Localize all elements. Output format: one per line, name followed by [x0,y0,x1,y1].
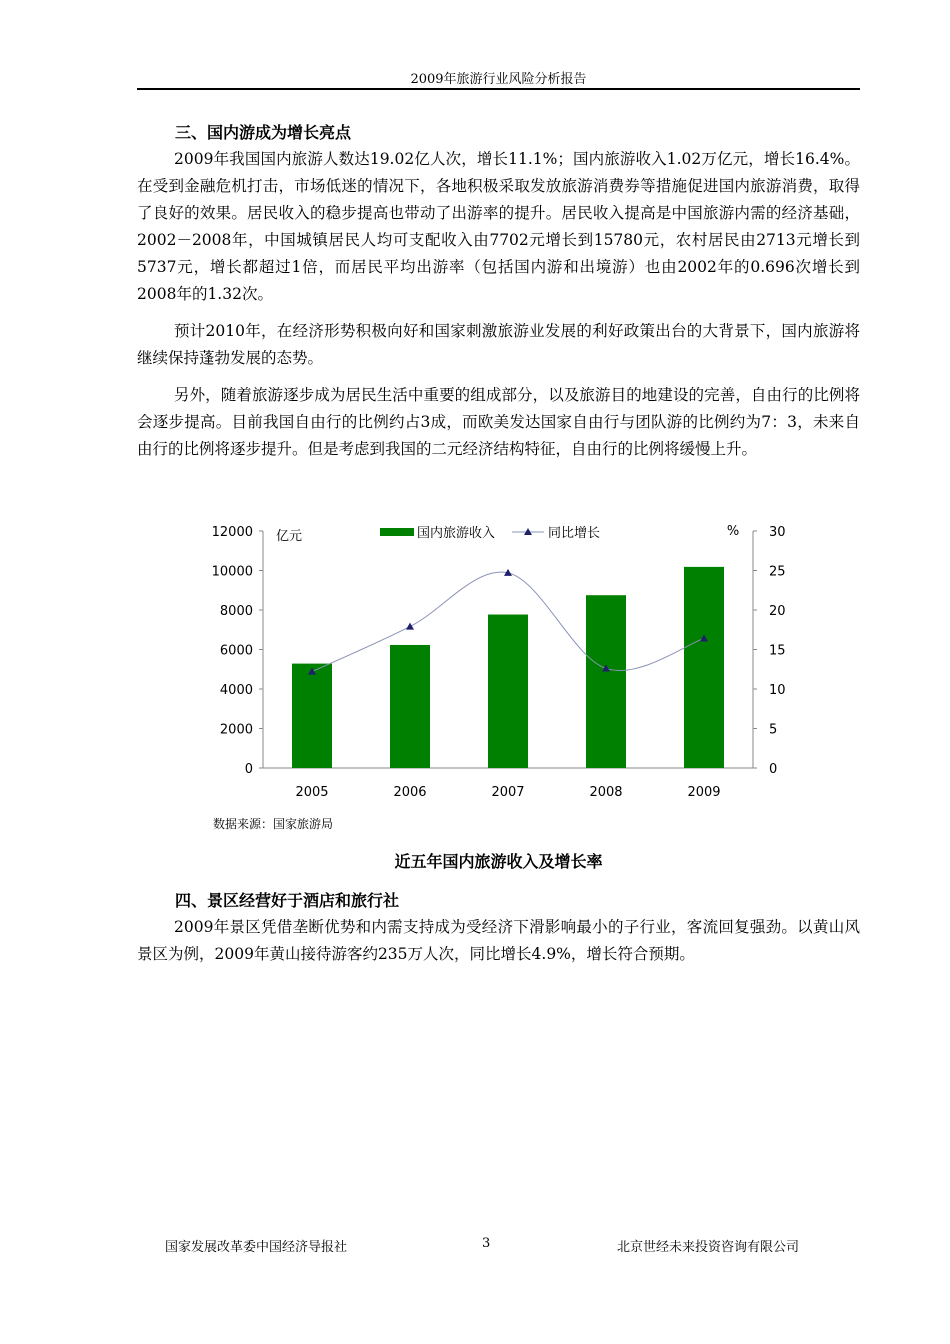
page-header: 2009年旅游行业风险分析报告 [410,72,587,87]
page-number: 3 [482,1236,491,1251]
bar-2007 [488,615,528,768]
left-tick-label: 4000 [219,683,253,698]
right-tick-label: 15 [769,643,786,659]
section-4-paragraph-1: 2009年景区凭借垄断优势和内需支持成为受经济下滑影响最小的子行业，客流回复强劲。以黄山风景区为例，2009年黄山接待游客约235万人次，同比增长4.9%，增长符合预期。 [137,918,860,963]
x-tick-label: 2009 [687,785,721,800]
right-tick-label: 25 [769,564,786,580]
section-3 [137,120,860,463]
chart-svg [200,515,800,815]
footer-left: 国家发展改革委中国经济导报社 [165,1240,348,1255]
bar-2005 [292,664,332,768]
section-3-paragraph-1: 2009年我国国内旅游人数达19.02亿人次，增长11.1%；国内旅游收入1.02万亿元，增长16.4%。在受到金融危机打击，市场低迷的情况下，各地积极采取发放旅游消费券等措施促进国内旅游消费，取得了良好的效果。居民收入的稳步提高也带动了出游率的提升。居民收入提高是中国旅游内需的经济基础，2002－2008年，中国城镇居民人均可支配收入由7702元增长到15780元，农村居民由2713元增长到5737元，增长都超过1倍，而居民平均出游率（包括国内游和出境游）也由2002年的0.696次增长到2008年的1.32次。 [137,150,860,303]
left-axis-label: 亿元 [276,529,303,544]
left-tick-label: 8000 [219,604,253,619]
legend-bar-label: 国内旅游收入 [417,526,496,541]
left-tick-label: 0 [244,762,253,777]
x-tick-label: 2008 [589,785,623,800]
left-tick-label: 6000 [219,643,253,659]
left-tick-label: 10000 [211,564,253,580]
x-tick-label: 2007 [491,785,525,800]
legend-line-label: 同比增长 [548,526,601,541]
section-3-paragraph-2: 预计2010年，在经济形势积极向好和国家刺激旅游业发展的利好政策出台的大背景下，国内旅游将继续保持蓬勃发展的态势。 [137,322,860,367]
source-note: 数据来源：国家旅游局 [213,817,334,831]
right-tick-label: 30 [769,525,786,540]
section-4 [137,888,860,968]
growth-point-2006 [406,623,414,630]
right-tick-label: 0 [769,762,778,777]
section-3-heading: 三、国内游成为增长亮点 [175,123,352,142]
header-rule [137,88,860,90]
revenue-growth-chart [200,515,800,815]
x-tick-label: 2006 [393,785,427,800]
right-axis-label: % [726,524,740,539]
bar-2009 [684,567,724,768]
section-4-heading: 四、景区经营好于酒店和旅行社 [175,891,400,910]
left-tick-label: 12000 [211,525,253,540]
footer-right: 北京世经未来投资咨询有限公司 [617,1240,800,1255]
bar-2006 [390,645,430,768]
chart-caption: 近五年国内旅游收入及增长率 [394,852,603,871]
legend-bar-swatch [380,528,414,536]
bar-2008 [586,595,626,768]
x-tick-label: 2005 [295,785,329,800]
right-tick-label: 10 [769,683,786,698]
section-3-paragraph-3: 另外，随着旅游逐步成为居民生活中重要的组成部分，以及旅游目的地建设的完善，自由行的比例将会逐步提高。目前我国自由行的比例约占3成，而欧美发达国家自由行与团队游的比例约为7：3，未来自由行的比例将逐步提升。但是考虑到我国的二元经济结构特征，自由行的比例将缓慢上升。 [137,386,860,458]
left-tick-label: 2000 [219,722,253,738]
right-tick-label: 20 [769,604,786,619]
right-tick-label: 5 [769,722,778,738]
